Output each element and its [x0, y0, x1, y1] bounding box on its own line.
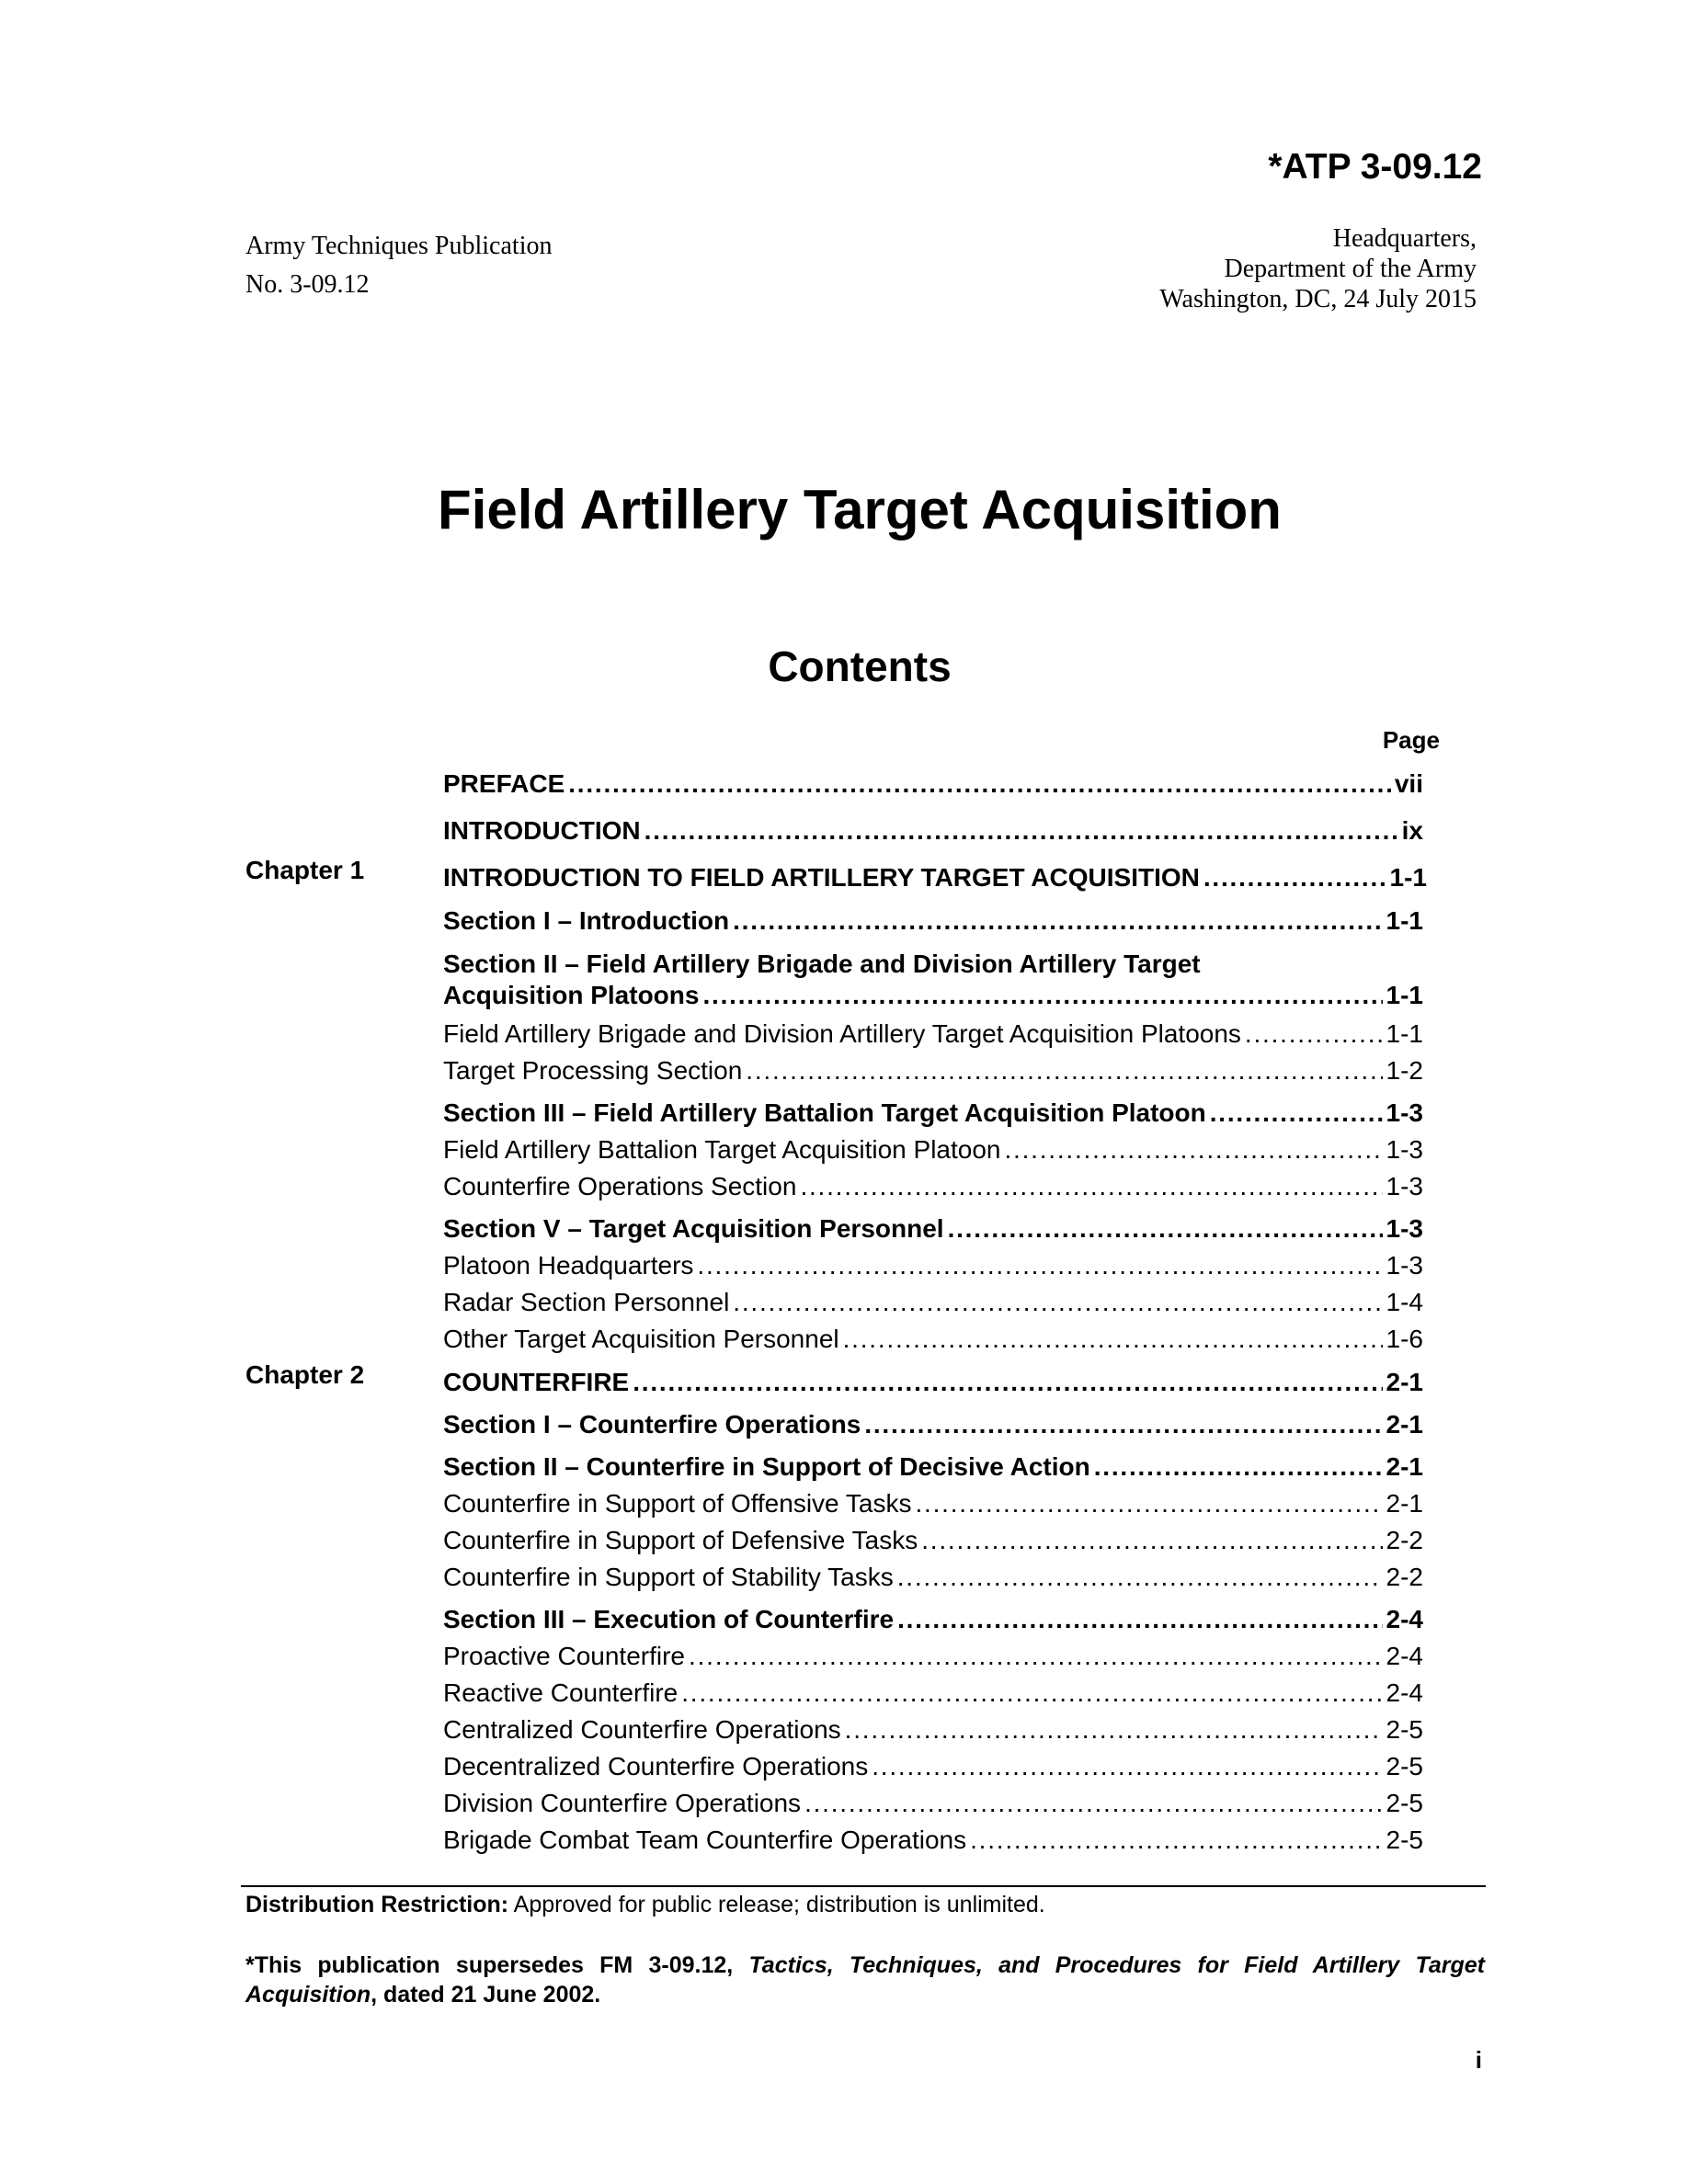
toc-entry-label: Target Processing Section	[443, 1056, 743, 1085]
page-column-header: Page	[1382, 726, 1440, 754]
toc-entry-subsection[interactable]	[443, 1488, 1423, 1519]
toc-entry-page: ix	[1401, 816, 1423, 845]
page-number: i	[1475, 2046, 1482, 2074]
toc-entry-page: 2-1	[1386, 1368, 1423, 1396]
toc-entry-page: 2-4	[1386, 1678, 1423, 1707]
toc-entry-chapter-1[interactable]	[443, 862, 1427, 893]
dot-leader	[733, 1287, 1382, 1318]
publication-number: *ATP 3-09.12	[1268, 147, 1482, 187]
toc-entry-label: Field Artillery Battalion Target Acquisition Platoon	[443, 1135, 1001, 1164]
dot-leader	[872, 1751, 1382, 1782]
toc-entry-subsection[interactable]	[443, 1055, 1423, 1086]
toc-entry-page: 1-1	[1386, 1019, 1423, 1048]
toc-entry-subsection[interactable]	[443, 1287, 1423, 1318]
dot-leader	[843, 1324, 1383, 1355]
dot-leader	[697, 1250, 1382, 1281]
toc-entry-label: Section V – Target Acquisition Personnel	[443, 1214, 944, 1243]
dot-leader	[689, 1641, 1383, 1672]
hq-line-1: Headquarters,	[1332, 224, 1477, 253]
footer-divider	[241, 1885, 1486, 1887]
distribution-text: Approved for public release; distribution is unlimited.	[508, 1892, 1045, 1917]
toc-entry-label: Other Target Acquisition Personnel	[443, 1325, 839, 1353]
toc-entry-page: 2-1	[1386, 1410, 1423, 1439]
toc-entry-subsection[interactable]	[443, 1825, 1423, 1856]
toc-entry-page: 1-3	[1386, 1135, 1423, 1164]
toc-entry-subsection[interactable]	[443, 1250, 1423, 1281]
toc-entry-chapter-2[interactable]	[443, 1367, 1423, 1398]
toc-entry-subsection[interactable]	[443, 1562, 1423, 1593]
dot-leader	[746, 1055, 1382, 1086]
toc-entry-section[interactable]	[443, 1451, 1423, 1483]
dot-leader	[804, 1788, 1382, 1819]
toc-entry-subsection[interactable]	[443, 1525, 1423, 1556]
toc-entry-label: Reactive Counterfire	[443, 1678, 679, 1707]
toc-entry-page: 2-5	[1386, 1789, 1423, 1817]
contents-heading: Contents	[768, 643, 952, 690]
toc-entry-page: 1-1	[1389, 863, 1427, 892]
toc-entry-label: Radar Section Personnel	[443, 1288, 730, 1316]
toc-entry-label: INTRODUCTION	[443, 816, 641, 845]
toc-entry-page: 2-1	[1386, 1489, 1423, 1518]
toc-entry-page: 1-3	[1386, 1172, 1423, 1200]
toc-entry-label: Counterfire in Support of Offensive Tasks	[443, 1489, 912, 1518]
toc-entry-label: Centralized Counterfire Operations	[443, 1715, 841, 1744]
toc-entry-label: Counterfire Operations Section	[443, 1172, 797, 1200]
toc-entry-label: Counterfire in Support of Defensive Tasks	[443, 1526, 918, 1554]
publication-no: No. 3-09.12	[245, 270, 370, 299]
distribution-restriction	[245, 1892, 1045, 1918]
dot-leader	[1245, 1018, 1383, 1050]
toc-entry-label: Section I – Counterfire Operations	[443, 1410, 861, 1439]
toc-entry-subsection[interactable]	[443, 1788, 1423, 1819]
chapter-1-label: Chapter 1	[245, 856, 365, 884]
toc-entry-label: COUNTERFIRE	[443, 1368, 630, 1396]
supersede-suffix: , dated 21 June 2002.	[371, 1982, 601, 2008]
toc-entry-label: PREFACE	[443, 769, 565, 798]
toc-entry-page: 2-2	[1386, 1563, 1423, 1591]
toc-entry-subsection[interactable]	[443, 1641, 1423, 1672]
toc-entry-page: 2-5	[1386, 1752, 1423, 1780]
dot-leader	[970, 1825, 1382, 1856]
toc-entry-page: 1-3	[1386, 1251, 1423, 1280]
toc-entry-page: 2-5	[1386, 1826, 1423, 1854]
chapter-2-label: Chapter 2	[245, 1360, 365, 1389]
dot-leader	[864, 1409, 1382, 1440]
toc-entry-page: 1-3	[1386, 1098, 1423, 1127]
toc-entry-label: Section III – Execution of Counterfire	[443, 1605, 895, 1633]
toc-entry-label: Field Artillery Brigade and Division Artillery Target Acquisition Platoons	[443, 1019, 1241, 1048]
dot-leader	[644, 815, 1398, 847]
toc-entry-page: 2-5	[1386, 1715, 1423, 1744]
toc-entry-subsection[interactable]	[443, 1134, 1423, 1166]
toc-entry-page: 1-6	[1386, 1325, 1423, 1353]
toc-entry-page: vii	[1394, 769, 1423, 798]
dot-leader	[921, 1525, 1382, 1556]
dot-leader	[1210, 1098, 1383, 1129]
toc-entry-label: Platoon Headquarters	[443, 1251, 694, 1280]
publication-info	[245, 227, 552, 304]
toc-entry-label: Division Counterfire Operations	[443, 1789, 802, 1817]
toc-entry-subsection[interactable]	[443, 1018, 1423, 1050]
toc-entry-section[interactable]	[443, 1409, 1423, 1440]
superseded-title: Tactics, Techniques, and Procedures for Field Artillery Target Acquisition	[245, 1952, 1485, 2008]
toc-entry-label: Counterfire in Support of Stability Tasks	[443, 1563, 894, 1591]
toc-entry-subsection[interactable]	[443, 1678, 1423, 1709]
dot-leader	[800, 1171, 1382, 1202]
dot-leader	[915, 1488, 1382, 1519]
toc-entry-section[interactable]	[443, 905, 1423, 937]
dot-leader	[733, 905, 1382, 937]
toc-entry-preface[interactable]	[443, 768, 1423, 800]
dot-leader	[1203, 862, 1386, 893]
dot-leader	[897, 1562, 1383, 1593]
supersede-prefix: *This publication supersedes FM 3-09.12,	[245, 1952, 749, 1978]
publication-type: Army Techniques Publication	[245, 232, 553, 260]
hq-line-3: Washington, DC, 24 July 2015	[1159, 285, 1477, 313]
toc-entry-page: 1-3	[1386, 1214, 1423, 1243]
toc-entry-label: Section II – Counterfire in Support of Decisive Action	[443, 1452, 1090, 1481]
toc-entry-subsection[interactable]	[443, 1171, 1423, 1202]
toc-entry-section[interactable]	[443, 1213, 1423, 1245]
toc-entry-page: 2-4	[1386, 1605, 1423, 1633]
dot-leader	[897, 1604, 1382, 1635]
toc-entry-page: 1-1	[1386, 981, 1423, 1009]
document-title: Field Artillery Target Acquisition	[438, 479, 1282, 540]
toc-entry-section[interactable]	[443, 949, 1423, 1011]
dot-leader	[568, 768, 1391, 800]
toc-entry-label: Proactive Counterfire	[443, 1642, 686, 1670]
dot-leader	[1094, 1451, 1383, 1483]
toc-entry-page: 1-1	[1386, 906, 1423, 935]
dot-leader	[1004, 1134, 1382, 1166]
distribution-label: Distribution Restriction:	[245, 1892, 509, 1917]
toc-entry-label: Section II – Field Artillery Brigade and Division Artillery Target	[443, 950, 1201, 978]
dot-leader	[702, 980, 1382, 1011]
toc-entry-subsection[interactable]	[443, 1714, 1423, 1746]
toc-entry-page: 2-2	[1386, 1526, 1423, 1554]
toc-entry-page: 2-1	[1386, 1452, 1423, 1481]
toc-entry-label: Section III – Field Artillery Battalion Target Acquisition Platoon	[443, 1098, 1206, 1127]
dot-leader	[681, 1678, 1382, 1709]
toc-entry-subsection[interactable]	[443, 1751, 1423, 1782]
toc-entry-label-continued: Acquisition Platoons	[443, 981, 700, 1009]
toc-entry-label: Section I – Introduction	[443, 906, 730, 935]
hq-line-2: Department of the Army	[1224, 255, 1477, 283]
toc-entry-label: INTRODUCTION TO FIELD ARTILLERY TARGET ACQUISITION	[443, 863, 1200, 892]
dot-leader	[948, 1213, 1383, 1245]
dot-leader	[633, 1367, 1382, 1398]
toc-entry-page: 1-2	[1386, 1056, 1423, 1085]
toc-entry-introduction[interactable]	[443, 815, 1423, 847]
toc-entry-subsection[interactable]	[443, 1324, 1423, 1355]
supersession-notice	[245, 1951, 1485, 2009]
toc-entry-page: 2-4	[1386, 1642, 1423, 1670]
toc-entry-label: Decentralized Counterfire Operations	[443, 1752, 869, 1780]
dot-leader	[845, 1714, 1383, 1746]
toc-entry-section[interactable]	[443, 1098, 1423, 1129]
toc-entry-page: 1-4	[1386, 1288, 1423, 1316]
toc-entry-label: Brigade Combat Team Counterfire Operations	[443, 1826, 967, 1854]
headquarters-info	[1159, 223, 1477, 314]
toc-entry-section[interactable]	[443, 1604, 1423, 1635]
